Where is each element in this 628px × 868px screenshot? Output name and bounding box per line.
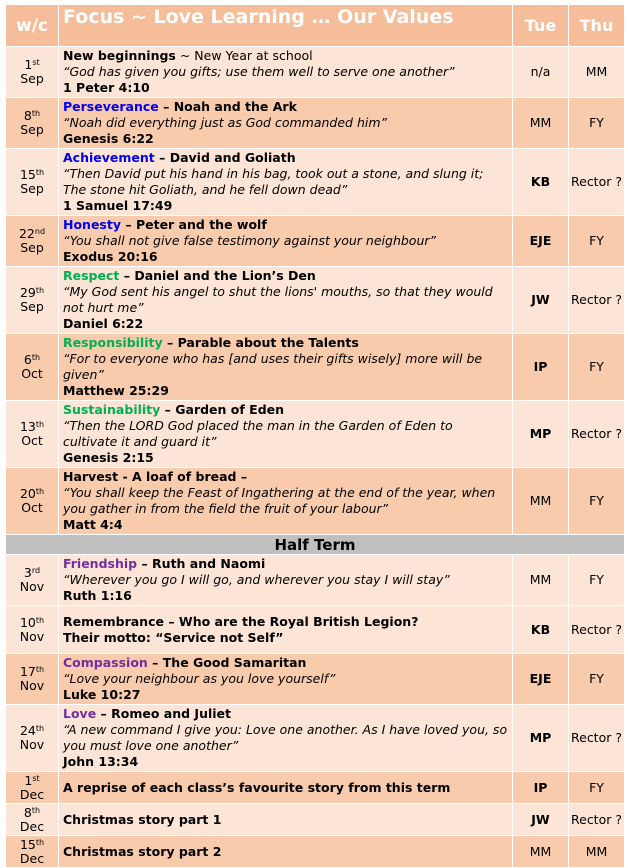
table-row bbox=[6, 149, 625, 216]
table-row bbox=[6, 401, 625, 468]
week-focus: Friendship – Ruth and Naomi “Wherever you go I will go, and wherever you stay I will stay” Ruth 1:16 bbox=[59, 555, 513, 606]
value-label: Love bbox=[63, 706, 97, 721]
week-date: 22nd Sep bbox=[6, 216, 59, 267]
week-focus: Sustainability – Garden of Eden “Then the LORD God placed the man in the Garden of Eden to cultivate it and guard it” Genesis 2:15 bbox=[59, 401, 513, 468]
week-focus: New beginnings ~ New Year at school “God has given you gifts; use them well to serve one another” 1 Peter 4:10 bbox=[59, 47, 513, 98]
table-row bbox=[6, 47, 625, 98]
thu-leader: FY bbox=[569, 654, 625, 705]
table-row bbox=[6, 98, 625, 149]
table-row bbox=[6, 836, 625, 868]
week-date: 15th Sep bbox=[6, 149, 59, 216]
thu-leader: Rector ? bbox=[569, 149, 625, 216]
week-focus: Achievement – David and Goliath “Then David put his hand in his bag, took out a stone, and slung it; The stone hit Goliath, and he fell down dead” 1 Samuel 17:49 bbox=[59, 149, 513, 216]
week-focus: Respect – Daniel and the Lion’s Den “My God sent his angel to shut the lions' mouths, so that they would not hurt me” Daniel 6:22 bbox=[59, 267, 513, 334]
tue-leader: EJE bbox=[513, 216, 569, 267]
tue-leader: EJE bbox=[513, 654, 569, 705]
header-row bbox=[6, 5, 625, 47]
week-focus: Remembrance – Who are the Royal British Legion? Their motto: “Service not Self” bbox=[59, 606, 513, 654]
week-date: 20th Oct bbox=[6, 468, 59, 535]
week-focus: Responsibility – Parable about the Talents “For to everyone who has [and uses their gifts wisely] more will be given” Matthew 25:29 bbox=[59, 334, 513, 401]
header-focus: Focus ~ Love Learning … Our Values bbox=[59, 5, 513, 47]
tue-leader: n/a bbox=[513, 47, 569, 98]
thu-leader: FY bbox=[569, 468, 625, 535]
tue-leader: KB bbox=[513, 149, 569, 216]
thu-leader: FY bbox=[569, 98, 625, 149]
tue-leader: MP bbox=[513, 401, 569, 468]
value-label: Compassion bbox=[63, 655, 148, 670]
value-label: Honesty bbox=[63, 217, 121, 232]
half-term-row bbox=[6, 535, 625, 555]
week-focus: Harvest - A loaf of bread – “You shall keep the Feast of Ingathering at the end of the year, when you gather in from the field the fruit of your labour” Matt 4:4 bbox=[59, 468, 513, 535]
thu-leader: FY bbox=[569, 334, 625, 401]
thu-leader: FY bbox=[569, 555, 625, 606]
week-date: 8th Sep bbox=[6, 98, 59, 149]
week-focus: A reprise of each class’s favourite story from this term bbox=[59, 772, 513, 804]
week-date: 24th Nov bbox=[6, 705, 59, 772]
tue-leader: MM bbox=[513, 836, 569, 868]
tue-leader: MM bbox=[513, 98, 569, 149]
tue-leader: MM bbox=[513, 468, 569, 535]
table-row bbox=[6, 555, 625, 606]
value-label: Responsibility bbox=[63, 335, 163, 350]
table-row bbox=[6, 216, 625, 267]
tue-leader: IP bbox=[513, 334, 569, 401]
week-focus: Christmas story part 2 bbox=[59, 836, 513, 868]
thu-leader: MM bbox=[569, 47, 625, 98]
value-label: Achievement bbox=[63, 150, 155, 165]
week-date: 6th Oct bbox=[6, 334, 59, 401]
week-date: 29th Sep bbox=[6, 267, 59, 334]
value-label: Sustainability bbox=[63, 402, 161, 417]
tue-leader: KB bbox=[513, 606, 569, 654]
week-date: 15th Dec bbox=[6, 836, 59, 868]
tue-leader: JW bbox=[513, 804, 569, 836]
tue-leader: MP bbox=[513, 705, 569, 772]
half-term-label: Half Term bbox=[6, 535, 625, 555]
week-focus: Compassion – The Good Samaritan “Love your neighbour as you love yourself” Luke 10:27 bbox=[59, 654, 513, 705]
thu-leader: Rector ? bbox=[569, 705, 625, 772]
table-row bbox=[6, 606, 625, 654]
week-date: 10th Nov bbox=[6, 606, 59, 654]
value-label: Friendship bbox=[63, 556, 138, 571]
table-row bbox=[6, 705, 625, 772]
week-focus: Love – Romeo and Juliet “A new command I give you: Love one another. As I have loved you, so you must love one another” John 13:34 bbox=[59, 705, 513, 772]
thu-leader: FY bbox=[569, 216, 625, 267]
table-row bbox=[6, 334, 625, 401]
week-date: 13th Oct bbox=[6, 401, 59, 468]
table-row bbox=[6, 804, 625, 836]
value-label: Respect bbox=[63, 268, 120, 283]
header-tue: Tue bbox=[513, 5, 569, 47]
thu-leader: Rector ? bbox=[569, 267, 625, 334]
week-focus: Perseverance – Noah and the Ark “Noah did everything just as God commanded him” Genesis 6:22 bbox=[59, 98, 513, 149]
values-timetable bbox=[5, 4, 625, 868]
week-focus: Honesty – Peter and the wolf “You shall not give false testimony against your neighbour” Exodus 20:16 bbox=[59, 216, 513, 267]
header-week-commencing: w/c bbox=[6, 5, 59, 47]
week-date: 17th Nov bbox=[6, 654, 59, 705]
thu-leader: MM bbox=[569, 836, 625, 868]
table-row bbox=[6, 267, 625, 334]
thu-leader: FY bbox=[569, 772, 625, 804]
tue-leader: MM bbox=[513, 555, 569, 606]
week-focus: Christmas story part 1 bbox=[59, 804, 513, 836]
header-thu: Thu bbox=[569, 5, 625, 47]
week-date: 8th Dec bbox=[6, 804, 59, 836]
tue-leader: IP bbox=[513, 772, 569, 804]
thu-leader: Rector ? bbox=[569, 606, 625, 654]
table-row bbox=[6, 468, 625, 535]
value-label: Perseverance bbox=[63, 99, 159, 114]
tue-leader: JW bbox=[513, 267, 569, 334]
week-date: 3rd Nov bbox=[6, 555, 59, 606]
table-row bbox=[6, 772, 625, 804]
thu-leader: Rector ? bbox=[569, 401, 625, 468]
table-row bbox=[6, 654, 625, 705]
week-date: 1st Dec bbox=[6, 772, 59, 804]
thu-leader: Rector ? bbox=[569, 804, 625, 836]
week-date: 1st Sep bbox=[6, 47, 59, 98]
